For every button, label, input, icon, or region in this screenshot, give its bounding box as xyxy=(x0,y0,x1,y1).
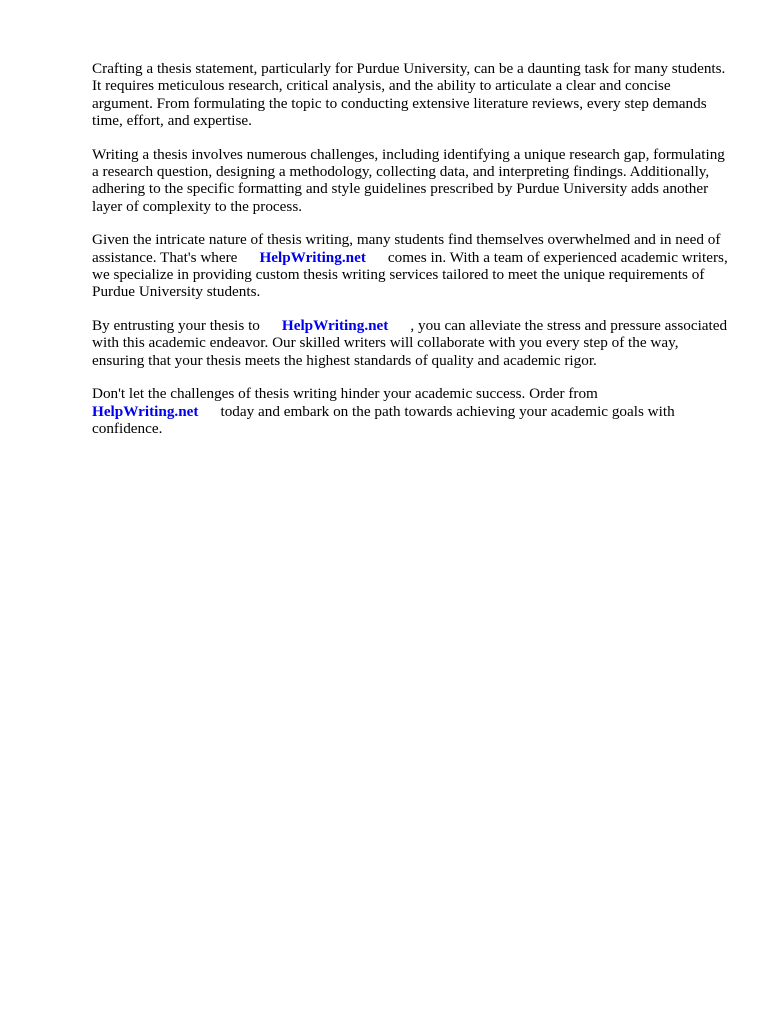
paragraph-assistance-text-before: Given the intricate nature of thesis writing, many students find themselves overwhelmed and in need of assistance. That's where xyxy=(92,231,721,266)
helpwriting-link-2[interactable]: HelpWriting.net xyxy=(281,316,389,334)
paragraph-assistance-text-after: comes in. With a team of experienced academic writers, we specialize in providing custom thesis writing services tailored to meet the unique requirements of Purdue University students. xyxy=(92,248,728,301)
paragraph-order-text-after: today and embark on the path towards achieving your academic goals with confidence. xyxy=(92,402,675,437)
paragraph-intro-text: Crafting a thesis statement, particularly for Purdue University, can be a daunting task for many students. It requires meticulous research, critical analysis, and the ability to articulate a clear and concise argument. From formulating the topic to conducting extensive literature reviews, every step demands time, effort, and expertise. xyxy=(92,60,726,130)
paragraph-assistance xyxy=(92,231,732,301)
helpwriting-link-1[interactable]: HelpWriting.net xyxy=(259,248,366,266)
helpwriting-link-3[interactable]: HelpWriting.net xyxy=(92,402,199,420)
paragraph-entrust-text-after: , you can alleviate the stress and pressure associated with this academic endeavor. Our skilled writers will collaborate with you every step of the way, ensuring that your thesis meets the highest standards of quality and academic rigor. xyxy=(92,316,728,369)
paragraph-intro xyxy=(92,60,732,130)
paragraph-entrust xyxy=(92,317,732,369)
paragraph-challenges-text: Writing a thesis involves numerous challenges, including identifying a unique research gap, formulating a research question, designing a methodology, collecting data, and interpreting findings. Additionally, adhering to the specific formatting and style guidelines prescribed by Purdue University adds another layer of complexity to the process. xyxy=(92,145,725,215)
paragraph-order-text-before: Don't let the challenges of thesis writing hinder your academic success. Order from xyxy=(92,385,598,403)
paragraph-order xyxy=(92,385,732,437)
paragraph-challenges xyxy=(92,146,732,216)
document-body xyxy=(92,60,732,453)
paragraph-entrust-text-before: By entrusting your thesis to xyxy=(92,316,260,334)
